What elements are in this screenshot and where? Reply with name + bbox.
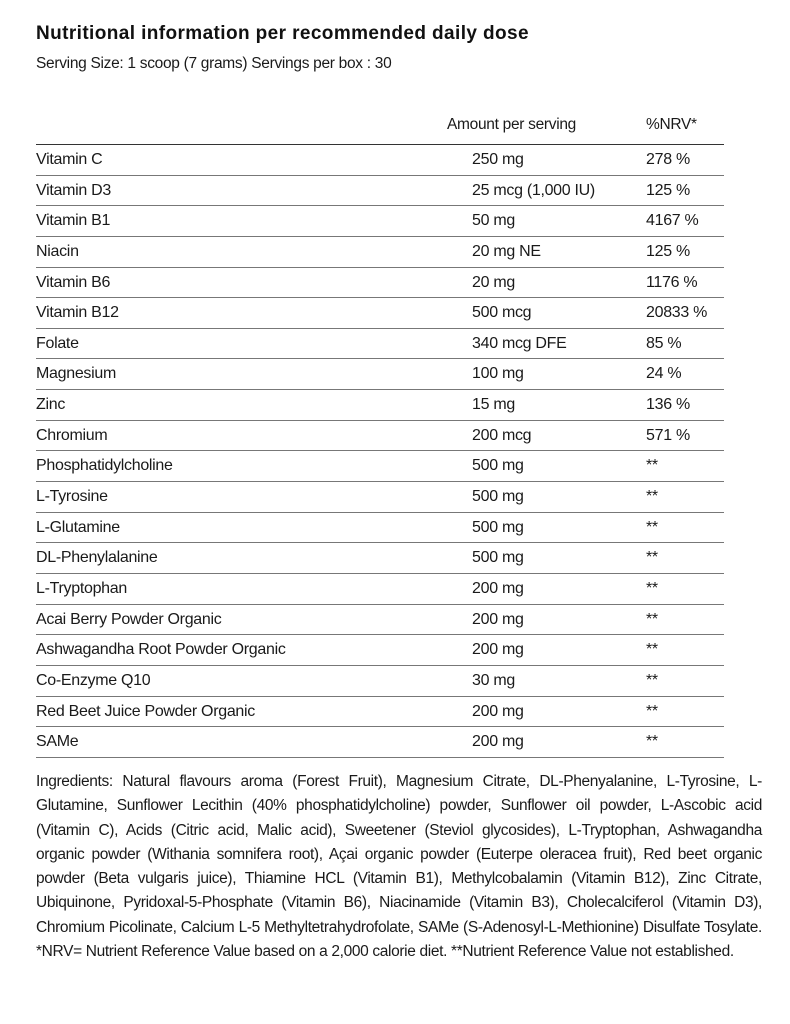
nutrient-name: L-Tyrosine bbox=[36, 488, 108, 506]
nutrient-name: Folate bbox=[36, 334, 79, 352]
nutrient-nrv: ** bbox=[646, 610, 658, 628]
table-row bbox=[36, 482, 724, 513]
nutrient-amount: 30 mg bbox=[472, 671, 515, 689]
nutrient-nrv: 125 % bbox=[646, 181, 690, 199]
nutrient-amount: 500 mg bbox=[472, 549, 524, 567]
nutrient-name: SAMe bbox=[36, 733, 79, 751]
nutrient-amount: 20 mg NE bbox=[472, 242, 541, 260]
nutrient-amount: 15 mg bbox=[472, 396, 515, 414]
header-nrv: %NRV* bbox=[646, 116, 697, 133]
nutrient-nrv: ** bbox=[646, 549, 658, 567]
table-row bbox=[36, 390, 724, 421]
table-row bbox=[36, 298, 724, 329]
table-row bbox=[36, 329, 724, 360]
table-row bbox=[36, 543, 724, 574]
nutrient-name: Magnesium bbox=[36, 365, 117, 383]
nutrient-nrv: 278 % bbox=[646, 151, 690, 168]
nutrient-amount: 500 mcg bbox=[472, 304, 532, 322]
table-row bbox=[36, 237, 724, 268]
nutrient-amount: 200 mg bbox=[472, 610, 524, 628]
nutrient-nrv: ** bbox=[646, 518, 658, 536]
table-body bbox=[36, 145, 724, 758]
nutrient-amount: 500 mg bbox=[472, 518, 524, 536]
nutrient-name: Red Beet Juice Powder Organic bbox=[36, 702, 255, 720]
nutrient-nrv: 20833 % bbox=[646, 304, 708, 322]
nutrient-nrv: 24 % bbox=[646, 365, 682, 383]
nutrient-nrv: ** bbox=[646, 579, 658, 597]
nutrient-nrv: 125 % bbox=[646, 242, 690, 260]
table-header bbox=[36, 112, 724, 145]
nutrient-name: Vitamin C bbox=[36, 151, 103, 168]
table-row bbox=[36, 421, 724, 452]
nutrient-name: Ashwagandha Root Powder Organic bbox=[36, 641, 286, 659]
nutrient-nrv: ** bbox=[646, 702, 658, 720]
table-row bbox=[36, 605, 724, 636]
nutrient-amount: 25 mcg (1,000 IU) bbox=[472, 181, 595, 199]
table-row bbox=[36, 268, 724, 299]
nutrient-name: Co-Enzyme Q10 bbox=[36, 671, 151, 689]
nutrient-name: Niacin bbox=[36, 242, 79, 260]
nutrient-name: L-Glutamine bbox=[36, 518, 120, 536]
nutrient-name: Vitamin B12 bbox=[36, 304, 119, 322]
table-row bbox=[36, 697, 724, 728]
nutrient-nrv: 571 % bbox=[646, 426, 690, 444]
table-row bbox=[36, 176, 724, 207]
table-row bbox=[36, 145, 724, 176]
nutrient-nrv: ** bbox=[646, 733, 658, 751]
nutrient-nrv: ** bbox=[646, 457, 658, 475]
nutrient-nrv: ** bbox=[646, 488, 658, 506]
table-row bbox=[36, 359, 724, 390]
nutrient-amount: 200 mg bbox=[472, 641, 524, 659]
table-row bbox=[36, 513, 724, 544]
nutrient-amount: 200 mg bbox=[472, 733, 524, 751]
nutrient-amount: 100 mg bbox=[472, 365, 524, 383]
nutrient-nrv: 136 % bbox=[646, 396, 690, 414]
nutrition-table bbox=[36, 112, 724, 758]
nutrient-name: Chromium bbox=[36, 426, 108, 444]
nutrient-amount: 500 mg bbox=[472, 488, 524, 506]
nutrient-amount: 340 mcg DFE bbox=[472, 334, 567, 352]
table-row bbox=[36, 666, 724, 697]
nutrient-name: Acai Berry Powder Organic bbox=[36, 610, 222, 628]
nutrient-name: Vitamin B1 bbox=[36, 212, 111, 230]
nutrient-name: Vitamin D3 bbox=[36, 181, 111, 199]
nutrient-name: Zinc bbox=[36, 396, 66, 414]
nutrient-nrv: ** bbox=[646, 641, 658, 659]
table-row bbox=[36, 635, 724, 666]
ingredients-text: Ingredients: Natural flavours aroma (Forest Fruit), Magnesium Citrate, DL-Phenyalanine, L-Tyrosine, L-Glutamine, Sunflower Lecithin (40% phosphatidylcholine) powder, Sunflower oil powder, L-Ascobic acid (Vitamin C), Acids (Citric acid, Malic acid), Sweetener (Steviol glycosides), L-Tryptophan, Ashwagandha organic powder (Withania somnifera root), Açai organic powder (Euterpe oleracea fruit), Red beet organic powder (Beta vulgaris juice), Thiamine HCL (Vitamin B1), Methylcobalamin (Vitamin B12), Zinc Citrate, Ubiquinone, Pyridoxal-5-Phosphate (Vitamin B6), Niacinamide (Vitamin B3), Cholecalciferol (Vitamin D3), Chromium Picolinate, Calcium L-5 Methyltetrahydrofolate, SAMe (S-Adenosyl-L-Methionine) Disulfate Tosylate. *NRV= Nutrient Reference Value based on a 2,000 calorie diet. **Nutrient Reference Value not established. bbox=[36, 773, 762, 961]
nutrient-amount: 20 mg bbox=[472, 273, 515, 291]
nutrient-amount: 200 mg bbox=[472, 579, 524, 597]
nutrient-amount: 250 mg bbox=[472, 151, 524, 168]
table-row bbox=[36, 451, 724, 482]
header-amount: Amount per serving bbox=[447, 116, 576, 133]
nutrient-amount: 50 mg bbox=[472, 212, 515, 230]
nutrient-name: Vitamin B6 bbox=[36, 273, 111, 291]
nutrient-nrv: 4167 % bbox=[646, 212, 699, 230]
nutrient-name: Phosphatidylcholine bbox=[36, 457, 173, 475]
nutrient-nrv: ** bbox=[646, 671, 658, 689]
nutrient-name: L-Tryptophan bbox=[36, 579, 127, 597]
nutrient-nrv: 85 % bbox=[646, 334, 682, 352]
nutrient-nrv: 1176 % bbox=[646, 273, 698, 291]
nutrient-name: DL-Phenylalanine bbox=[36, 549, 158, 567]
nutrient-amount: 200 mcg bbox=[472, 426, 532, 444]
nutrient-amount: 500 mg bbox=[472, 457, 524, 475]
table-row bbox=[36, 206, 724, 237]
nutrient-amount: 200 mg bbox=[472, 702, 524, 720]
page-title: Nutritional information per recommended daily dose bbox=[36, 23, 529, 44]
table-row bbox=[36, 574, 724, 605]
table-row bbox=[36, 727, 724, 758]
serving-info: Serving Size: 1 scoop (7 grams) Servings per box : 30 bbox=[36, 55, 392, 72]
